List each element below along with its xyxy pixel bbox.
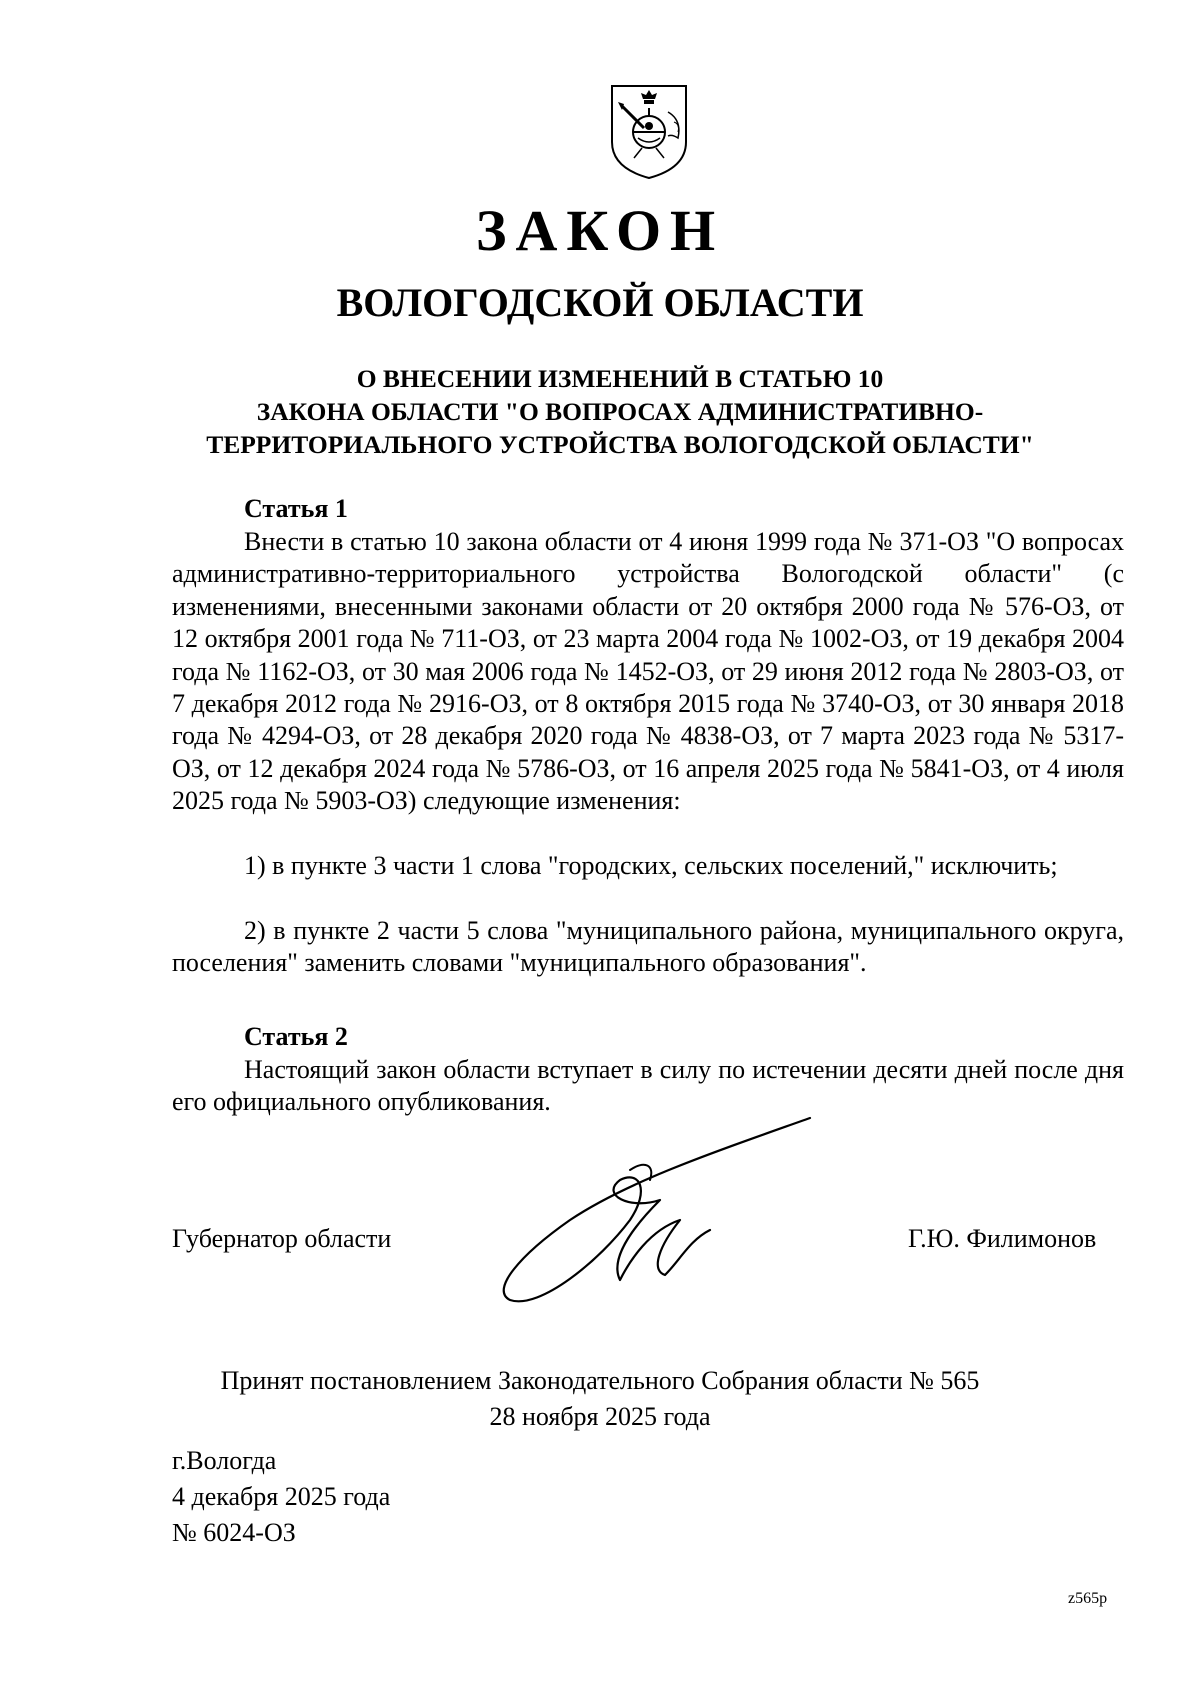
city: г.Вологда xyxy=(172,1446,277,1475)
law-number: № 6024-ОЗ xyxy=(172,1518,296,1547)
law-heading-line: ТЕРРИТОРИАЛЬНОГО УСТРОЙСТВА ВОЛОГОДСКОЙ ОБЛАСТИ" xyxy=(206,430,1034,459)
document-subtitle: ВОЛОГОДСКОЙ ОБЛАСТИ xyxy=(336,280,864,325)
article-1-intro: Внести в статью 10 закона области от 4 июня 1999 года № 371-ОЗ "О вопросах административно-территориального устройства Вологодской области" (с изменениями, внесенными законами области от 20 октября 2000 года № 576-ОЗ, от 12 октября 2001 года № 711-ОЗ, от 23 марта 2004 года № 1002-ОЗ, от 19 декабря 2004 года № 1162-ОЗ, от 30 мая 2006 года № 1452-ОЗ, от 29 июня 2012 года № 2803-ОЗ, от 7 декабря 2012 года № 2916-ОЗ, от 8 октября 2015 года № 3740-ОЗ, от 30 января 2018 года № 4294-ОЗ, от 28 декабря 2020 года № 4838-ОЗ, от 7 марта 2023 года № 5317-ОЗ, от 12 декабря 2024 года № 5786-ОЗ, от 16 апреля 2025 года № 5841-ОЗ, от 4 июля 2025 года № 5903-ОЗ) следующие изменения: xyxy=(172,527,1124,816)
signing-date: 4 декабря 2025 года xyxy=(172,1482,391,1511)
governor-signature xyxy=(480,1110,820,1310)
article-1-heading: Статья 1 xyxy=(244,494,348,523)
adoption-date: 28 ноября 2025 года xyxy=(489,1402,711,1431)
article-2-heading: Статья 2 xyxy=(244,1022,348,1051)
article-1-item-1: 1) в пункте 3 части 1 слова "городских, сельских поселений," исключить; xyxy=(244,851,1058,880)
adoption-note xyxy=(0,1363,1200,1435)
coat-of-arms-emblem xyxy=(608,82,690,182)
law-heading-line: О ВНЕСЕНИИ ИЗМЕНЕНИЙ В СТАТЬЮ 10 xyxy=(356,364,884,393)
law-heading-line: ЗАКОНА ОБЛАСТИ "О ВОПРОСАХ АДМИНИСТРАТИВНО- xyxy=(256,397,984,426)
signatory-name: Г.Ю. Филимонов xyxy=(908,1224,1097,1253)
signatory-position: Губернатор области xyxy=(172,1224,392,1253)
document-code: z565p xyxy=(1068,1590,1108,1607)
place-date-number xyxy=(172,1443,390,1551)
adoption-line: Принят постановлением Законодательного Собрания области № 565 xyxy=(220,1366,980,1395)
article-1-item-2: 2) в пункте 2 части 5 слова "муниципального района, муниципального округа, поселения" заменить словами "муниципального образования". xyxy=(172,916,1124,978)
document-title: ЗАКОН xyxy=(475,198,725,263)
law-heading xyxy=(150,362,1090,461)
article-2-text: Настоящий закон области вступает в силу по истечении десяти дней после дня его официального опубликования. xyxy=(172,1055,1124,1117)
